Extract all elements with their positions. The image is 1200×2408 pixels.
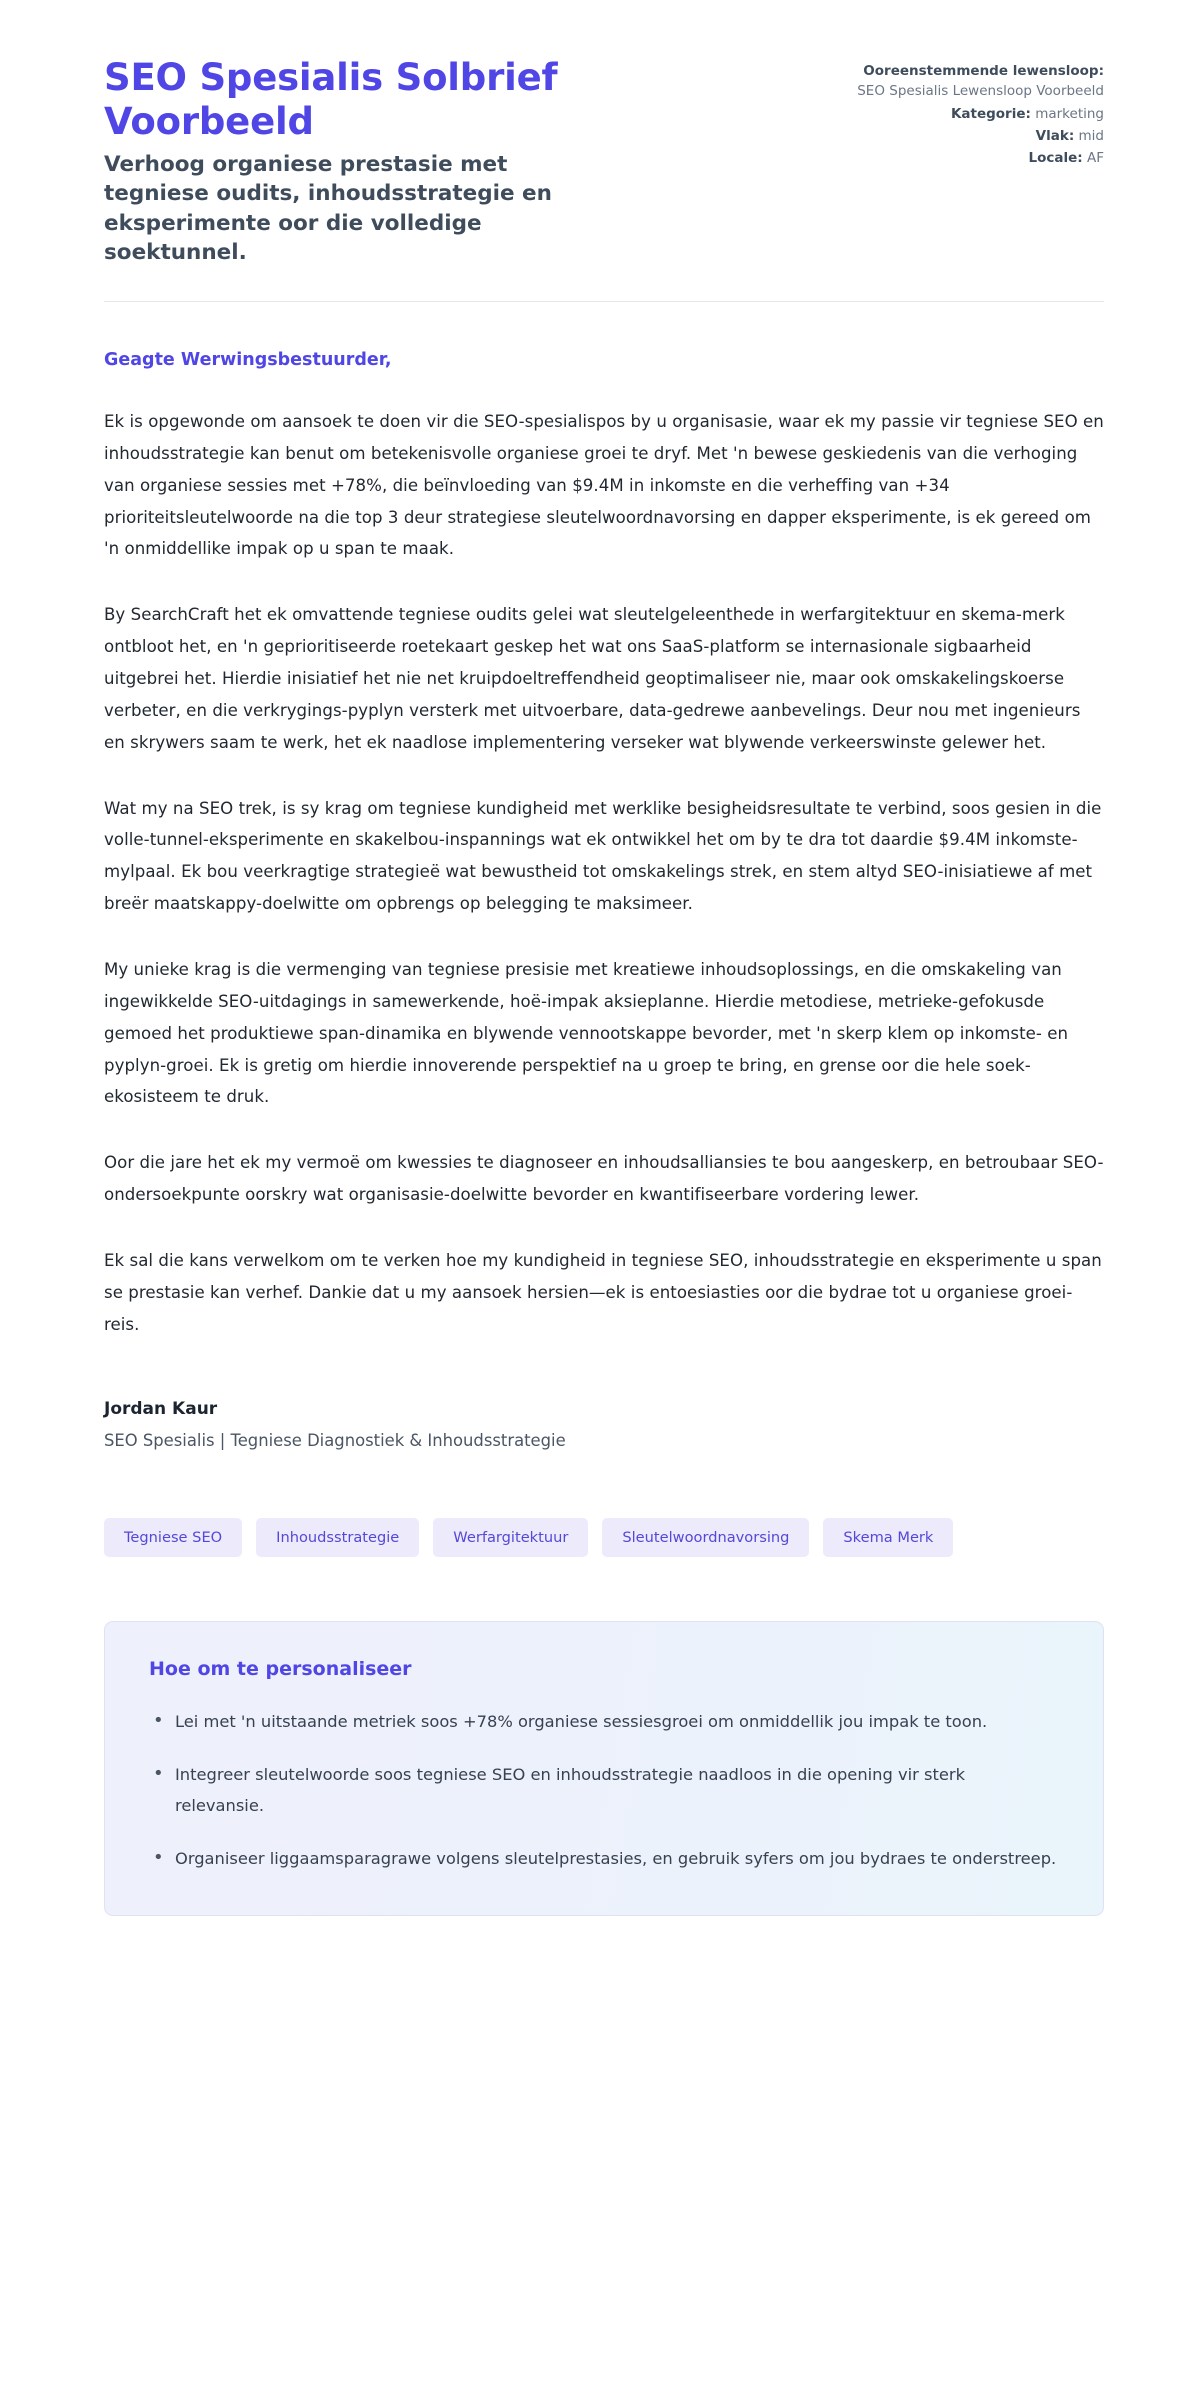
tag-chip[interactable]: Sleutelwoordnavorsing: [602, 1518, 809, 1557]
meta-label-locale: Locale:: [1028, 150, 1083, 166]
letter-paragraph: Wat my na SEO trek, is sy krag om tegniese kundigheid met werklike besigheidsresultate te verbind, soos gesien in die volle-tunnel-eksperimente en skakelbou-inspannings wat ek ontwikkel het om by te dra tot daardie $9.4M inkomste-mylpaal. Ek bou veerkragtige strategieë wat bewustheid tot omskakelings strek, en stem altyd SEO-inisiatiewe af met breër maatskappy-doelwitte om opbrengs op belegging te maksimeer.: [104, 798, 1102, 914]
document-header: [104, 56, 1104, 301]
meta-row-level: [854, 126, 1104, 146]
letter-body: [104, 350, 1104, 1450]
meta-value-category: marketing: [1035, 105, 1104, 122]
letter-paragraph: Ek is opgewonde om aansoek te doen vir die SEO-spesialispos by u organisasie, waar ek my passie vir tegniese SEO en inhoudsstrategie kan benut om betekenisvolle organiese groei te dryf. Met 'n bewese geskiedenis van die verhoging van organiese sessies met +78%, die beïnvloeding van $9.4M in inkomste en die verheffing van +34 prioriteitsleutelwoorde na die top 3 deur strategiese sleutelwoordnavorsing en dapper eksperimente, is ek gereed om 'n onmiddellike impak op u span te maak.: [104, 411, 1104, 559]
page-title: SEO Spesialis Solbrief Voorbeeld: [104, 56, 558, 144]
tag-chip[interactable]: Tegniese SEO: [104, 1518, 242, 1557]
signature-block: [104, 1399, 1104, 1450]
page-subtitle: Verhoog organiese prestasie met tegniese oudits, inhoudsstrategie en eksperimente oor die volledige soektunnel.: [104, 152, 552, 265]
callout-title: Hoe om te personaliseer: [149, 1657, 412, 1680]
meta-value-level: mid: [1078, 127, 1104, 144]
callout-tip-item: • Organiseer liggaamsparagrawe volgens sleutelprestasies, en gebruik syfers om jou bydraes te onderstreep.: [149, 1843, 1059, 1874]
letter-paragraph: Ek sal die kans verwelkom om te verken hoe my kundigheid in tegniese SEO, inhoudsstrategie en eksperimente u span se prestasie kan verhef. Dankie dat u my aansoek hersien—ek is entoesiasties oor die bydrae tot u organiese groei-reis.: [104, 1251, 1102, 1334]
letter-salutation: Geagte Werwingsbestuurder,: [104, 349, 392, 370]
meta-label-level: Vlak:: [1035, 127, 1075, 144]
callout-tip-item: • Lei met 'n uitstaande metriek soos +78% organiese sessiesgroei om onmiddellik jou impak te toon.: [149, 1706, 1059, 1737]
letter-paragraph: By SearchCraft het ek omvattende tegniese oudits gelei wat sleutelgeleenthede in werfargitektuur en skema-merk ontbloot het, en 'n geprioritiseerde roetekaart geskep het wat ons SaaS-platform se internasionale sigbaarheid uitgebrei het. Hierdie inisiatief het nie net kruipdoeltreffendheid geoptimaliseer nie, maar ook omskakelingskoerse verbeter, en die verkrygings-pyplyn versterk met uitvoerbare, data-gedrewe aanbevelings. Deur nou met ingenieurs en skrywers saam te werk, het ek naadlose implementering verseker wat blywende verkeerswinste gelewer het.: [104, 605, 1081, 752]
letter-paragraph: Oor die jare het ek my vermoë om kwessies te diagnoseer en inhoudsalliansies te bou aangeskerp, en betroubaar SEO-ondersoekpunte oorskry wat organisasie-doelwitte bevorder en kwantifiseerbare vordering lewer.: [104, 1153, 1104, 1205]
meta-row-locale: [854, 148, 1104, 168]
callout-tip-item: • Integreer sleutelwoorde soos tegniese SEO en inhoudsstrategie naadloos in die opening vir sterk relevansie.: [149, 1759, 1059, 1822]
callout-tip-list: [149, 1706, 1059, 1875]
letter-paragraph: My unieke krag is die vermenging van tegniese presisie met kreatiewe inhoudsoplossings, en die omskakeling van ingewikkelde SEO-uitdagings in samewerkende, hoë-impak aksieplanne. Hierdie metodiese, metrieke-gefokusde gemoed het produktiewe span-dinamika en blywende vennootskappe bevorder, met 'n skerp klem op inkomste- en pyplyn-groei. Ek is gretig om hierdie innoverende perspektief na u groep te bring, en grense oor die hele soek-ekosisteem te druk.: [104, 960, 1069, 1107]
header-divider: [104, 301, 1104, 302]
meta-row-resume: [854, 61, 1104, 102]
personalization-callout: [104, 1621, 1104, 1916]
tag-chip[interactable]: Werfargitektuur: [433, 1518, 588, 1557]
document-metadata: [854, 56, 1104, 170]
meta-label-resume: Ooreenstemmende lewensloop:: [863, 63, 1104, 79]
header-title-block: [104, 56, 744, 267]
tag-list: [104, 1518, 1104, 1557]
meta-value-resume: SEO Spesialis Lewensloop Voorbeeld: [857, 83, 1104, 100]
tag-chip[interactable]: Skema Merk: [823, 1518, 953, 1557]
meta-row-category: [854, 104, 1104, 124]
meta-label-category: Kategorie:: [950, 105, 1031, 122]
meta-value-locale: AF: [1086, 150, 1104, 166]
signature-name: Jordan Kaur: [104, 1398, 218, 1419]
tag-chip[interactable]: Inhoudsstrategie: [256, 1518, 419, 1557]
signature-role: SEO Spesialis | Tegniese Diagnostiek & Inhoudsstrategie: [104, 1430, 566, 1450]
